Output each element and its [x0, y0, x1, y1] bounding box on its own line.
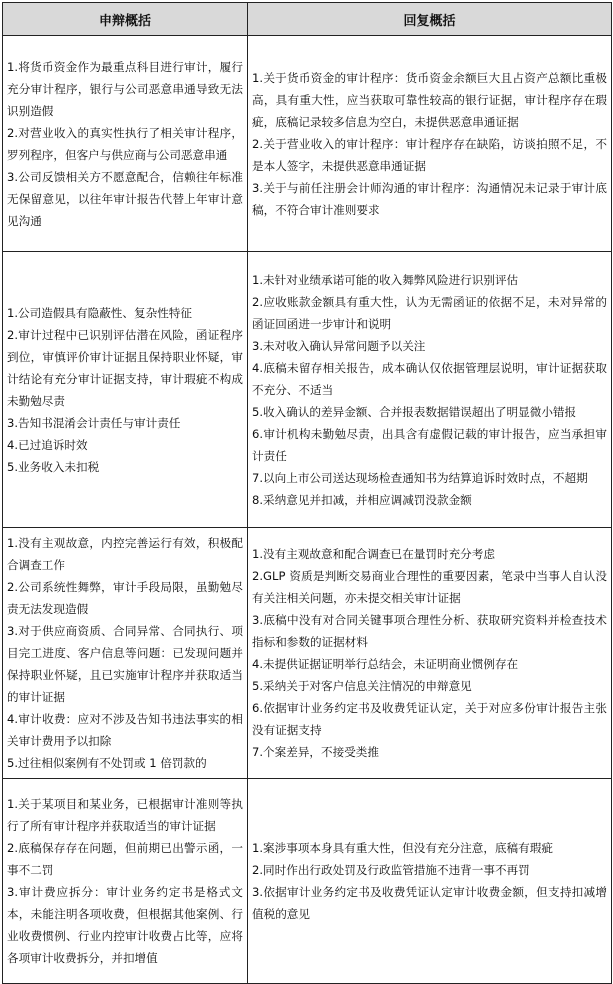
appeal-item: 1.关于某项目和某业务，已根据审计准则等执行了所有审计程序并获取适当的审计证据	[7, 797, 243, 833]
appeal-cell	[3, 528, 248, 779]
appeal-item: 4.已过追诉时效	[7, 437, 88, 452]
reply-item: 2.同时作出行政处罚及行政监管措施不违背一事不再罚	[252, 863, 530, 877]
appeal-item: 3.公司反馈相关方不愿意配合，信赖往年标准无保留意见，以往年审计报告代替上年审计意见沟通	[7, 169, 243, 228]
reply-cell	[248, 779, 612, 984]
reply-item: 4.底稿未留存相关报告，成本确认仅依据管理层说明，审计证据获取不充分、不适当	[252, 360, 607, 397]
appeal-item: 5.业务收入未扣税	[7, 459, 100, 474]
reply-item: 1.关于货币资金的审计程序：货币资金余额巨大且占资产总额比重极高，具有重大性，应当获取可靠性较高的银行证据，审计程序存在瑕疵，底稿记录较多信息为空白，未提供恶意串通证据	[252, 70, 607, 129]
table-header-row	[3, 3, 612, 36]
reply-item: 5.收入确认的差异金额、合并报表数据错误超出了明显微小错报	[252, 404, 577, 419]
table-row	[3, 779, 612, 984]
reply-item: 5.采纳关于对客户信息关注情况的申辩意见	[252, 679, 472, 693]
reply-item: 2.应收账款金额具有重大性，认为无需函证的依据不足，未对异常的函证回函进一步审计和说明	[252, 294, 607, 331]
reply-item: 3.未对收入确认异常问题予以关注	[252, 338, 426, 353]
appeal-item: 2.对营业收入的真实性执行了相关审计程序，罗列程序，但客户与供应商与公司恶意串通	[7, 125, 243, 162]
reply-item: 8.采纳意见并扣减，并相应调减罚没款金额	[252, 492, 472, 507]
reply-cell	[248, 252, 612, 528]
reply-item: 1.案涉事项本身具有重大性，但没有充分注意，底稿有瑕疵	[252, 841, 553, 855]
reply-cell	[248, 528, 612, 779]
reply-item: 2.GLP 资质是判断交易商业合理性的重要因素，笔录中当事人自认没有关注相关问题，亦未提交相关审计证据	[252, 569, 607, 605]
appeal-item: 2.审计过程中已识别评估潜在风险，函证程序到位，审慎评价审计证据且保持职业怀疑，审计结论有充分审计证据支持，审计瑕疵不构成未勤勉尽责	[7, 327, 243, 408]
appeal-item: 1.没有主观故意，内控完善运行有效，积极配合调查工作	[7, 536, 243, 572]
reply-item: 1.没有主观故意和配合调查已在量罚时充分考虑	[252, 547, 495, 561]
reply-item: 3.底稿中没有对合同关键事项合理性分析、获取研究资料并检查技术指标和参数的证据材料	[252, 613, 607, 649]
appeal-item: 1.公司造假具有隐蔽性、复杂性特征	[7, 305, 192, 320]
reply-item: 7.以向上市公司送达现场检查通知书为结算追诉时效时点，不超期	[252, 470, 588, 485]
reply-item: 3.依据审计业务约定书及收费凭证认定审计收费金额，但支持扣减增值税的意见	[252, 885, 607, 921]
table-row	[3, 528, 612, 779]
appeal-cell	[3, 36, 248, 252]
appeal-item: 5.过往相似案例有不处罚或 1 倍罚款的	[7, 756, 207, 770]
appeal-reply-table	[2, 2, 612, 984]
table-row	[3, 252, 612, 528]
reply-item: 2.关于营业收入的审计程序：审计程序存在缺陷，访谈拍照不足，不是本人签字，未提供恶意串通证据	[252, 136, 607, 173]
reply-cell	[248, 36, 612, 252]
table-row	[3, 36, 612, 252]
header-appeal-summary: 申辩概括	[3, 3, 248, 36]
appeal-cell	[3, 252, 248, 528]
appeal-item: 2.公司系统性舞弊，审计手段局限，虽勤勉尽责无法发现造假	[7, 580, 243, 616]
appeal-item: 3.对于供应商资质、合同异常、合同执行、项目完工进度、客户信息等问题：已发现问题并保持职业怀疑，且已实施审计程序并获取适当的审计证据	[7, 624, 243, 704]
appeal-item: 4.审计收费：应对不涉及告知书违法事实的相关审计费用予以扣除	[7, 712, 243, 748]
appeal-item: 1.将货币资金作为最重点科目进行审计，履行充分审计程序，银行与公司恶意串通导致无法识别造假	[7, 59, 243, 118]
appeal-item: 2.底稿保存存在问题，但前期已出警示函，一事不二罚	[7, 841, 243, 877]
appeal-item: 3.审计费应拆分：审计业务约定书是格式文本，未能注明各项收费，但根据其他案例、行业收费惯例、行业内控审计收费占比等，应将各项审计收费拆分，并扣增值	[7, 885, 243, 965]
reply-item: 7.个案差异，不接受类推	[252, 745, 379, 759]
reply-item: 1.未针对业绩承诺可能的收入舞弊风险进行识别评估	[252, 272, 519, 287]
appeal-cell	[3, 779, 248, 984]
reply-item: 4.未提供证据证明举行总结会，未证明商业惯例存在	[252, 657, 519, 671]
header-reply-summary: 回复概括	[248, 3, 612, 36]
appeal-item: 3.告知书混淆会计责任与审计责任	[7, 415, 181, 430]
reply-item: 3.关于与前任注册会计师沟通的审计程序：沟通情况未记录于审计底稿，不符合审计准则要求	[252, 180, 607, 217]
reply-item: 6.审计机构未勤勉尽责，出具含有虚假记载的审计报告，应当承担审计责任	[252, 426, 607, 463]
reply-item: 6.依据审计业务约定书及收费凭证认定，关于对应多份审计报告主张没有证据支持	[252, 701, 607, 737]
